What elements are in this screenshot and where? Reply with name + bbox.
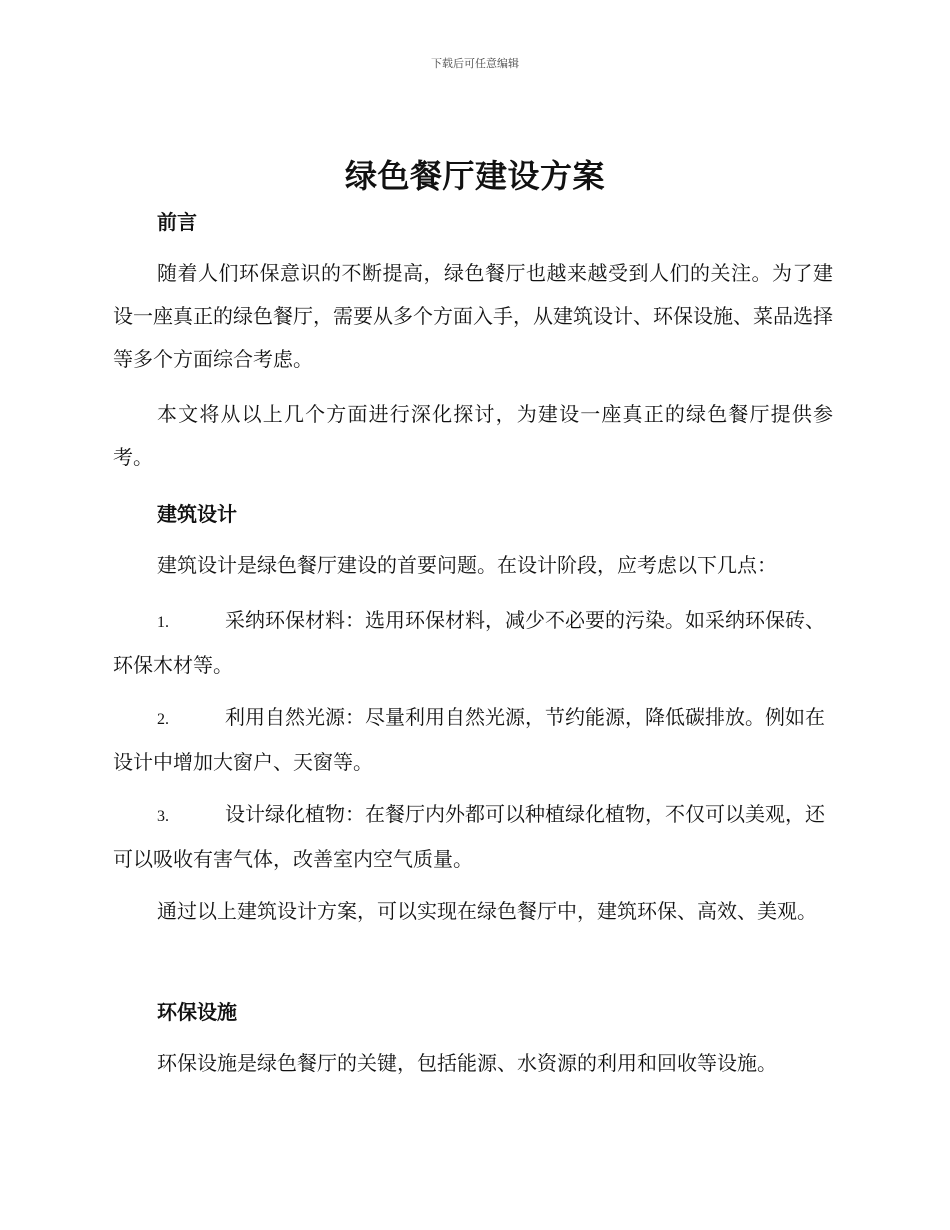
list-text: 利用自然光源：尽量利用自然光源，节约能源，降低碳排放。例如在设计中增加大窗户、天窗等。 — [113, 705, 825, 774]
document-title: 绿色餐厅建设方案 — [344, 157, 605, 195]
architecture-conclusion: 通过以上建筑设计方案，可以实现在绿色餐厅中，建筑环保、高效、美观。 — [157, 899, 817, 923]
list-number: 3. — [157, 808, 169, 825]
list-number: 2. — [157, 711, 169, 728]
list-text: 设计绿化植物：在餐厅内外都可以种植绿化植物，不仅可以美观，还可以吸收有害气体，改善室内空气质量。 — [113, 802, 825, 871]
list-item — [113, 696, 833, 784]
preface-paragraph-1: 随着人们环保意识的不断提高，绿色餐厅也越来越受到人们的关注。为了建设一座真正的绿色餐厅，需要从多个方面入手，从建筑设计、环保设施、菜品选择等多个方面综合考虑。 — [113, 261, 833, 371]
section-heading-eco-facilities: 环保设施 — [157, 1000, 237, 1024]
eco-facilities-intro: 环保设施是绿色餐厅的关键，包括能源、水资源的利用和回收等设施。 — [157, 1051, 777, 1075]
list-item — [113, 599, 833, 687]
architecture-intro: 建筑设计是绿色餐厅建设的首要问题。在设计阶段，应考虑以下几点： — [157, 553, 777, 577]
preface-paragraph-2: 本文将从以上几个方面进行深化探讨，为建设一座真正的绿色餐厅提供参考。 — [113, 402, 833, 469]
section-heading-architecture: 建筑设计 — [157, 502, 237, 526]
section-heading-preface: 前言 — [157, 210, 197, 234]
list-item — [113, 793, 833, 881]
header-note: 下载后可任意编辑 — [431, 57, 519, 70]
list-text: 采纳环保材料：选用环保材料，减少不必要的污染。如采纳环保砖、环保木材等。 — [113, 608, 825, 677]
list-number: 1. — [157, 614, 169, 631]
